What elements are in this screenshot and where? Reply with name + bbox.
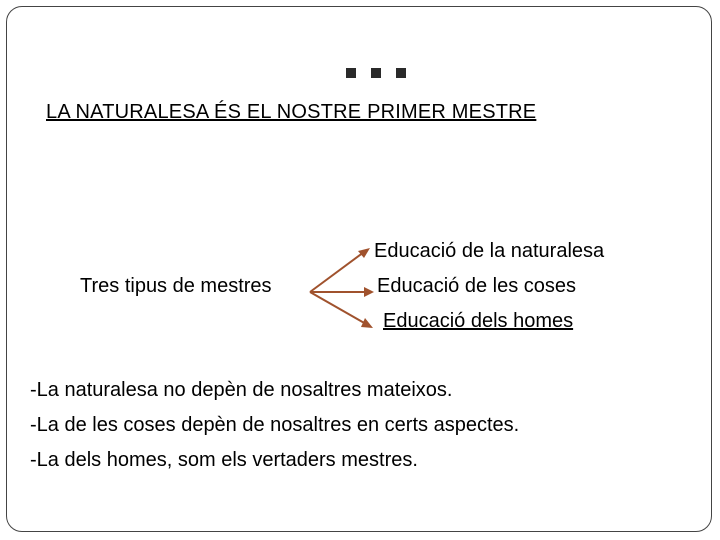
target-coses: Educació de les coses [377, 275, 577, 297]
target-naturalesa: Educació de la naturalesa [374, 240, 605, 262]
arrowhead-icon [361, 318, 373, 328]
target-homes: Educació dels homes [383, 310, 574, 332]
statement-item: -La de les coses depèn de nosaltres en certs aspectes. [30, 414, 520, 436]
statement-item: -La naturalesa no depèn de nosaltres mateixos. [30, 379, 453, 401]
arrowhead-icon [358, 248, 370, 258]
statement-list [30, 373, 519, 478]
slide-title: LA NATURALESA ÉS EL NOSTRE PRIMER MESTRE [46, 101, 537, 123]
statement-item: -La dels homes, som els vertaders mestres. [30, 449, 418, 471]
arrowhead-icon [364, 287, 374, 297]
source-label: Tres tipus de mestres [80, 275, 272, 297]
arrow-to-naturalesa [310, 252, 364, 292]
arrow-to-homes [310, 292, 366, 324]
